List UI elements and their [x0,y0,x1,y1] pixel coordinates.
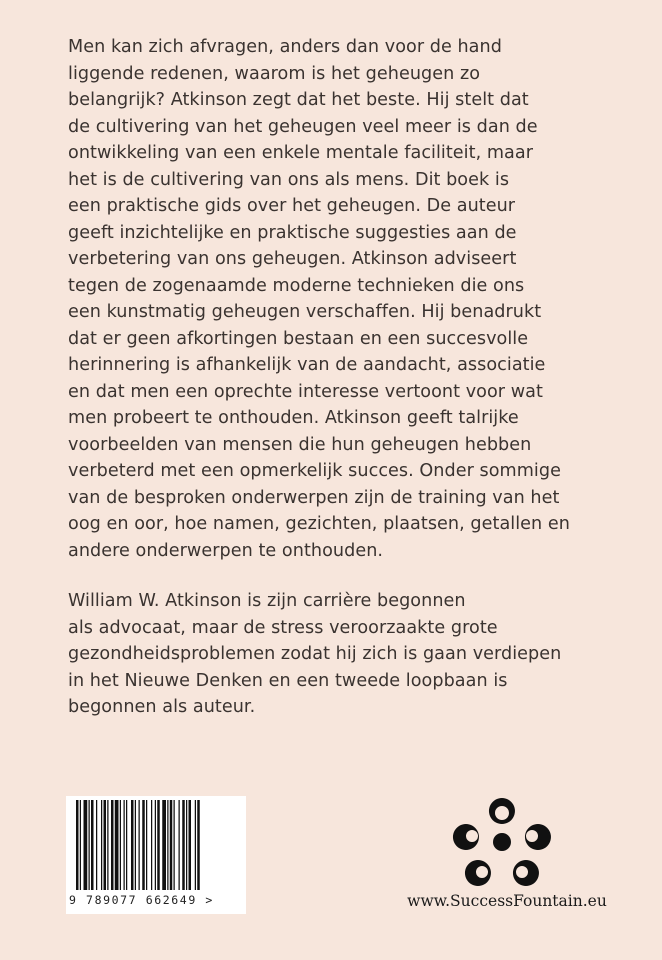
isbn-barcode [66,796,246,914]
text-line: en dat men een oprechte interesse vertoont voor wat [68,381,543,402]
text-line: geeft inzichtelijke en praktische suggesties aan de [68,222,517,243]
text-line: van de besproken onderwerpen zijn de training van het [68,487,560,508]
text-line: in het Nieuwe Denken en een tweede loopbaan is [68,670,508,691]
text-line: de cultivering van het geheugen veel meer is dan de [68,116,538,137]
text-line: het is de cultivering van ons als mens. Dit boek is [68,169,510,190]
barcode-digits: 9 789077 662649 > [69,893,214,907]
text-line: Men kan zich afvragen, anders dan voor de hand [68,37,502,57]
text-line: een kunstmatig geheugen verschaffen. Hij benadrukt [68,302,542,322]
text-line: oog en oor, hoe namen, gezichten, plaatsen, getallen en [68,514,570,534]
text-line: begonnen als auteur. [68,697,256,717]
text-line: tegen de zogenaamde moderne technieken die ons [68,275,525,296]
text-line: men probeert te onthouden. Atkinson geeft talrijke [68,408,519,428]
text-line: verbetering van ons geheugen. Atkinson adviseert [68,249,517,269]
text-line: ontwikkeling van een enkele mentale faciliteit, maar [68,143,533,163]
text-line: voorbeelden van mensen die hun geheugen hebben [68,434,532,455]
text-line: William W. Atkinson is zijn carrière begonnen [68,591,466,611]
text-line: een praktische gids over het geheugen. De auteur [68,196,516,216]
text-line: verbeterd met een opmerkelijk succes. Onder sommige [68,461,561,481]
barcode-bars [66,796,246,892]
text-line: als advocaat, maar de stress veroorzaakte grote [68,617,498,638]
text-line: liggende redenen, waarom is het geheugen zo [68,63,481,84]
text-line: belangrijk? Atkinson zegt dat het beste. Hij stelt dat [68,90,529,110]
text-line: andere onderwerpen te onthouden. [68,540,384,561]
description-paragraph [68,34,628,564]
author-bio-paragraph [68,588,628,721]
publisher-website: www.SuccessFountain.eu [407,892,607,910]
text-line: dat er geen afkortingen bestaan en een succesvolle [68,328,529,349]
flower-dots-icon [452,790,552,890]
text-line: herinnering is afhankelijk van de aandacht, associatie [68,355,546,375]
text-line: gezondheidsproblemen zodat hij zich is gaan verdiepen [68,644,562,664]
